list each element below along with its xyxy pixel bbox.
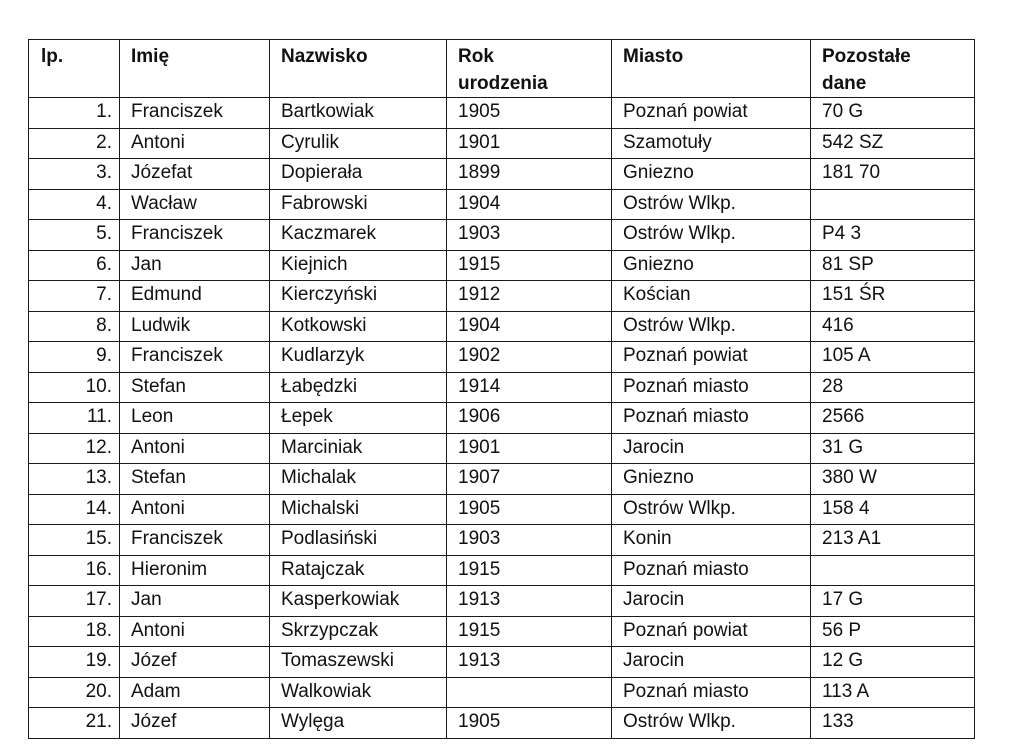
table-header-row	[29, 40, 975, 98]
cell-other-data: 28	[811, 372, 975, 403]
cell-birth-year: 1902	[447, 342, 612, 373]
cell-first-name: Wacław	[120, 189, 270, 220]
cell-city: Gniezno	[612, 159, 811, 190]
cell-city: Gniezno	[612, 250, 811, 281]
cell-last-name: Wylęga	[270, 708, 447, 739]
cell-birth-year: 1904	[447, 189, 612, 220]
cell-first-name: Antoni	[120, 433, 270, 464]
cell-city: Poznań miasto	[612, 555, 811, 586]
cell-first-name: Hieronim	[120, 555, 270, 586]
cell-other-data: 158 4	[811, 494, 975, 525]
cell-lp: 4.	[29, 189, 120, 220]
cell-birth-year: 1915	[447, 555, 612, 586]
cell-other-data: 542 SZ	[811, 128, 975, 159]
cell-last-name: Tomaszewski	[270, 647, 447, 678]
cell-first-name: Stefan	[120, 372, 270, 403]
cell-city: Jarocin	[612, 433, 811, 464]
cell-birth-year: 1913	[447, 647, 612, 678]
cell-lp: 3.	[29, 159, 120, 190]
table-row	[29, 372, 975, 403]
cell-city: Ostrów Wlkp.	[612, 494, 811, 525]
cell-birth-year: 1904	[447, 311, 612, 342]
cell-city: Kościan	[612, 281, 811, 312]
table-row	[29, 98, 975, 129]
header-birth-year-line2: urodzenia	[458, 73, 548, 94]
cell-other-data: 56 P	[811, 616, 975, 647]
table-row	[29, 708, 975, 739]
cell-lp: 6.	[29, 250, 120, 281]
header-last-name: Nazwisko	[270, 40, 447, 98]
cell-city: Poznań miasto	[612, 403, 811, 434]
table-row	[29, 464, 975, 495]
cell-first-name: Edmund	[120, 281, 270, 312]
cell-birth-year: 1905	[447, 708, 612, 739]
cell-other-data: 181 70	[811, 159, 975, 190]
cell-other-data: 12 G	[811, 647, 975, 678]
table-row	[29, 189, 975, 220]
cell-other-data	[811, 189, 975, 220]
cell-other-data	[811, 555, 975, 586]
table-row	[29, 677, 975, 708]
cell-lp: 15.	[29, 525, 120, 556]
cell-city: Poznań miasto	[612, 372, 811, 403]
cell-other-data: 17 G	[811, 586, 975, 617]
cell-other-data: 380 W	[811, 464, 975, 495]
cell-birth-year: 1903	[447, 525, 612, 556]
cell-other-data: 31 G	[811, 433, 975, 464]
cell-lp: 8.	[29, 311, 120, 342]
cell-last-name: Marciniak	[270, 433, 447, 464]
table-row	[29, 281, 975, 312]
cell-lp: 10.	[29, 372, 120, 403]
cell-lp: 16.	[29, 555, 120, 586]
cell-last-name: Cyrulik	[270, 128, 447, 159]
records-table	[28, 39, 975, 739]
cell-lp: 2.	[29, 128, 120, 159]
header-other-data	[811, 40, 975, 98]
cell-birth-year: 1912	[447, 281, 612, 312]
table-row	[29, 342, 975, 373]
header-other-data-line1: Pozostałe	[822, 46, 911, 67]
cell-lp: 21.	[29, 708, 120, 739]
cell-lp: 11.	[29, 403, 120, 434]
cell-city: Jarocin	[612, 647, 811, 678]
cell-other-data: 105 A	[811, 342, 975, 373]
cell-first-name: Jan	[120, 250, 270, 281]
cell-last-name: Kasperkowiak	[270, 586, 447, 617]
cell-last-name: Ratajczak	[270, 555, 447, 586]
cell-first-name: Franciszek	[120, 220, 270, 251]
cell-city: Poznań powiat	[612, 98, 811, 129]
cell-last-name: Walkowiak	[270, 677, 447, 708]
cell-first-name: Jan	[120, 586, 270, 617]
cell-birth-year: 1915	[447, 616, 612, 647]
cell-city: Ostrów Wlkp.	[612, 311, 811, 342]
cell-birth-year: 1905	[447, 494, 612, 525]
cell-other-data: 81 SP	[811, 250, 975, 281]
cell-city: Poznań miasto	[612, 677, 811, 708]
cell-last-name: Michalski	[270, 494, 447, 525]
cell-first-name: Józef	[120, 647, 270, 678]
table-row	[29, 311, 975, 342]
cell-birth-year: 1901	[447, 128, 612, 159]
header-lp: lp.	[29, 40, 120, 98]
cell-birth-year: 1899	[447, 159, 612, 190]
table-body	[29, 98, 975, 739]
cell-birth-year: 1906	[447, 403, 612, 434]
table-row	[29, 128, 975, 159]
cell-city: Ostrów Wlkp.	[612, 189, 811, 220]
cell-last-name: Skrzypczak	[270, 616, 447, 647]
cell-lp: 9.	[29, 342, 120, 373]
cell-first-name: Adam	[120, 677, 270, 708]
table-row	[29, 403, 975, 434]
cell-city: Konin	[612, 525, 811, 556]
cell-lp: 20.	[29, 677, 120, 708]
cell-lp: 12.	[29, 433, 120, 464]
cell-last-name: Dopierała	[270, 159, 447, 190]
cell-city: Ostrów Wlkp.	[612, 220, 811, 251]
cell-city: Ostrów Wlkp.	[612, 708, 811, 739]
table-row	[29, 525, 975, 556]
table-row	[29, 555, 975, 586]
cell-lp: 5.	[29, 220, 120, 251]
cell-first-name: Stefan	[120, 464, 270, 495]
header-first-name: Imię	[120, 40, 270, 98]
cell-first-name: Leon	[120, 403, 270, 434]
cell-birth-year: 1903	[447, 220, 612, 251]
cell-other-data: 416	[811, 311, 975, 342]
table-row	[29, 220, 975, 251]
cell-first-name: Ludwik	[120, 311, 270, 342]
cell-other-data: P4 3	[811, 220, 975, 251]
cell-other-data: 2566	[811, 403, 975, 434]
cell-city: Poznań powiat	[612, 342, 811, 373]
header-city: Miasto	[612, 40, 811, 98]
cell-first-name: Józef	[120, 708, 270, 739]
header-other-data-line2: dane	[822, 73, 867, 94]
cell-other-data: 70 G	[811, 98, 975, 129]
cell-lp: 17.	[29, 586, 120, 617]
cell-first-name: Antoni	[120, 616, 270, 647]
table-row	[29, 250, 975, 281]
cell-first-name: Franciszek	[120, 98, 270, 129]
cell-last-name: Bartkowiak	[270, 98, 447, 129]
table-row	[29, 159, 975, 190]
cell-last-name: Podlasiński	[270, 525, 447, 556]
table-row	[29, 433, 975, 464]
cell-city: Szamotuły	[612, 128, 811, 159]
cell-birth-year: 1914	[447, 372, 612, 403]
table-row	[29, 494, 975, 525]
cell-first-name: Antoni	[120, 494, 270, 525]
cell-first-name: Franciszek	[120, 342, 270, 373]
cell-other-data: 151 ŚR	[811, 281, 975, 312]
cell-birth-year: 1915	[447, 250, 612, 281]
cell-lp: 7.	[29, 281, 120, 312]
cell-last-name: Łabędzki	[270, 372, 447, 403]
cell-lp: 13.	[29, 464, 120, 495]
header-birth-year-line1: Rok	[458, 46, 494, 67]
cell-birth-year: 1905	[447, 98, 612, 129]
cell-other-data: 113 A	[811, 677, 975, 708]
cell-city: Jarocin	[612, 586, 811, 617]
cell-first-name: Józefat	[120, 159, 270, 190]
cell-last-name: Kaczmarek	[270, 220, 447, 251]
cell-city: Poznań powiat	[612, 616, 811, 647]
cell-lp: 19.	[29, 647, 120, 678]
cell-birth-year: 1907	[447, 464, 612, 495]
cell-last-name: Fabrowski	[270, 189, 447, 220]
cell-first-name: Franciszek	[120, 525, 270, 556]
cell-city: Gniezno	[612, 464, 811, 495]
cell-first-name: Antoni	[120, 128, 270, 159]
cell-last-name: Michalak	[270, 464, 447, 495]
cell-lp: 14.	[29, 494, 120, 525]
cell-lp: 1.	[29, 98, 120, 129]
cell-other-data: 213 A1	[811, 525, 975, 556]
table-row	[29, 647, 975, 678]
cell-last-name: Kiejnich	[270, 250, 447, 281]
cell-last-name: Łepek	[270, 403, 447, 434]
header-birth-year	[447, 40, 612, 98]
cell-birth-year: 1901	[447, 433, 612, 464]
cell-birth-year	[447, 677, 612, 708]
table-row	[29, 616, 975, 647]
cell-birth-year: 1913	[447, 586, 612, 617]
cell-lp: 18.	[29, 616, 120, 647]
cell-other-data: 133	[811, 708, 975, 739]
cell-last-name: Kudlarzyk	[270, 342, 447, 373]
cell-last-name: Kierczyński	[270, 281, 447, 312]
cell-last-name: Kotkowski	[270, 311, 447, 342]
table-row	[29, 586, 975, 617]
